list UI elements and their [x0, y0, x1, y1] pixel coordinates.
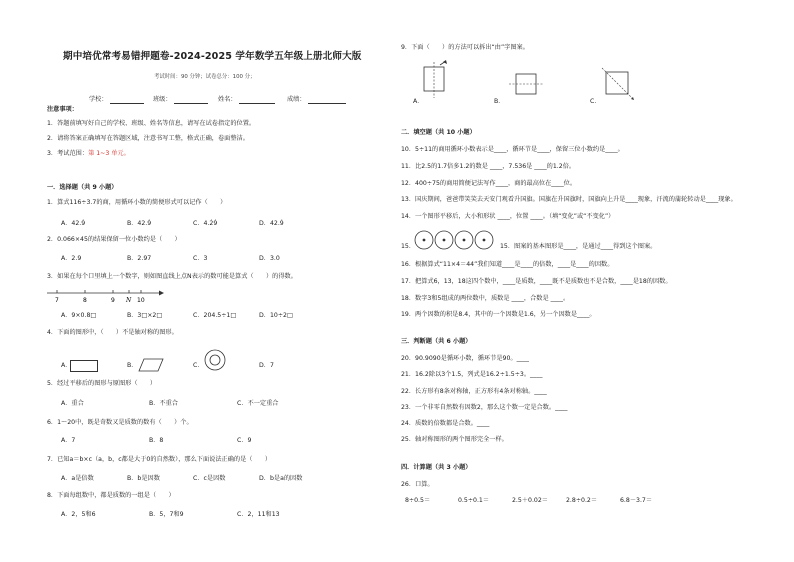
q1-stem: 1．算式116÷3.7的商，用循环小数的简便形式可以记作（ ）: [47, 199, 227, 206]
q7-option-b[interactable]: B．b是因数: [127, 475, 160, 482]
student-info-school: [89, 96, 144, 104]
q10: 10．5÷11的商用循环小数表示是____，循环节是____，保留三位小数约是____。: [401, 146, 624, 153]
note-1: 1．答题前填写好自己的学校、班级、姓名等信息，请写在试卷指定的位置。: [47, 120, 256, 127]
q16: 16．根据算式“11×4＝44”我们知道____是____的倍数，____是____的因数。: [401, 261, 614, 268]
q7-option-d[interactable]: D．b是a的因数: [259, 475, 303, 482]
q8-option-b[interactable]: B．5，7和9: [149, 511, 184, 518]
tick-label-n: N: [126, 297, 132, 304]
school-label: 学校：: [89, 96, 108, 103]
q1-option-a[interactable]: A．42.9̇: [61, 220, 86, 227]
q18: 18．数字3和5组成的两位数中，质数是 ____，合数是 ____。: [401, 295, 570, 302]
fold-figure-b: [508, 72, 544, 96]
q9-option-a[interactable]: A．: [413, 98, 424, 105]
q3-option-d[interactable]: D．10÷2□: [259, 312, 293, 319]
q2-option-d[interactable]: D．3.0: [259, 255, 280, 262]
q1-option-b[interactable]: B．42.9̇: [127, 220, 152, 227]
q2-option-c[interactable]: C．3: [193, 255, 208, 262]
calc-3: 2.5＋0.02＝: [512, 497, 548, 504]
q19: 19．两个因数的积是8.4，其中的一个因数是1.6，另一个因数是____。: [401, 311, 596, 318]
calc-4: 2.8÷0.2＝: [566, 497, 598, 504]
class-label: 班级：: [153, 96, 172, 103]
q7-option-a[interactable]: A．a是倍数: [61, 475, 94, 482]
name-label: 姓名：: [218, 96, 237, 103]
parallelogram-shape: [138, 358, 164, 372]
score-blank[interactable]: [308, 97, 346, 104]
q12: 12．400÷75的商用简便记法写作____，商的最高位在____位。: [401, 180, 577, 187]
school-blank[interactable]: [110, 97, 144, 104]
calc-5: 6.8－3.7＝: [620, 497, 653, 504]
q5-option-a[interactable]: A．重合: [61, 400, 84, 407]
q6-option-c[interactable]: C．9: [237, 437, 252, 444]
student-info-score: [287, 96, 346, 104]
q17: 17．把算式6，13，18这四个数中，____是质数，____既不是质数也不是合数，____是18的因数。: [401, 278, 672, 285]
q7-stem: 7．已知a＝b×c（a，b，c都是大于0的自然数），那么下面说法正确的是（ ）: [47, 456, 272, 463]
q15-text: 15．图案的基本图形是____，是通过____得到这个图案。: [500, 243, 657, 250]
q8-stem: 8．下面每组数中，都是质数的一组是（ ）: [47, 492, 175, 499]
page-title: 期中培优常考易错押题卷-2024-2025 学年数学五年级上册北师大版: [63, 51, 362, 62]
student-info-class: [153, 96, 208, 104]
q23: 23．一个非零自然数有因数2，那么这个数一定是合数。____: [401, 404, 568, 411]
q9-stem: 9．下面（ ）的方法可以拆出“由”字图案。: [401, 44, 529, 51]
q5-option-b[interactable]: B．不重合: [149, 400, 178, 407]
q4-option-d[interactable]: D．7: [259, 362, 274, 369]
tick-label-8: 8: [83, 297, 87, 304]
q1-option-c[interactable]: C．4.2̇9̇: [193, 220, 218, 227]
q14: 14．一个图形平移后，大小和形状 ____，位置 ____。（填“变化”或“不变化”）: [401, 213, 615, 220]
q2-option-b[interactable]: B．2.97: [127, 255, 152, 262]
q25: 25．轴对称图形的两个图形完全一样。: [401, 436, 508, 443]
section4-heading: 四．计算题（共 3 小题）: [401, 464, 472, 471]
notes-heading: 注意事项：: [47, 106, 78, 113]
q15-number: 15．: [401, 243, 416, 250]
q5-stem: 5．经过平移后的图形与原图形（ ）: [47, 380, 157, 387]
q4-option-c[interactable]: C．: [193, 362, 204, 369]
q2-option-a[interactable]: A．2.9: [61, 255, 82, 262]
note-3-scope: 第 1~3 单元。: [88, 150, 130, 157]
fold-figure-c: [598, 68, 638, 104]
q22: 22．长方形有8条对称轴，正方形有4条对称轴。____: [401, 388, 547, 395]
q5-option-c[interactable]: C．不一定重合: [237, 400, 279, 407]
exam-meta: 考试时间：90 分钟；试卷总分：100 分；: [154, 74, 256, 80]
note-3: [47, 150, 130, 158]
q11: 11．比2.5的1.7倍多1.2的数是 ____，7.536是 ____的1.2倍。: [401, 163, 576, 170]
tick-label-7: 7: [55, 297, 59, 304]
q1-option-d[interactable]: D．42.9̇: [259, 220, 284, 227]
q3-option-b[interactable]: B．3□×2□: [127, 312, 163, 319]
q24: 24．质数的倍数都是合数。____: [401, 420, 490, 427]
q26: 26．口算。: [401, 481, 434, 488]
tick-label-10: 10: [137, 297, 145, 304]
rectangle-shape: [70, 360, 98, 372]
q9-option-b[interactable]: B．: [494, 98, 505, 105]
q3-stem: 3．如果在每个口里填上一个数字，则如图直线上点N表示的数可能是算式（ ）的得数。: [47, 273, 297, 280]
q4-option-a[interactable]: A．: [61, 362, 72, 369]
note-3-prefix: 3．考试范围：: [47, 150, 89, 157]
q7-option-c[interactable]: C．c是因数: [193, 475, 226, 482]
q13: 13．国庆期间，爸爸带笑笑去天安门观看升国旗。国旗在升国旗时，国旗向上升是____现象，汗流的蒲轮转动是____现象。: [401, 196, 737, 203]
q4-stem: 4．下面的图形中，（ ）不是轴对称的图形。: [47, 329, 178, 336]
note-2: 2．请将答案正确填写在答题区域，注意书写工整，格式正确，卷面整洁。: [47, 135, 249, 142]
name-blank[interactable]: [239, 97, 275, 104]
q15-circle-pattern: [414, 229, 498, 251]
q20: 20．90.9090是循环小数，循环节是90。____: [401, 355, 529, 362]
q6-option-a[interactable]: A．7: [61, 437, 76, 444]
section3-heading: 三．判断题（共 6 小题）: [401, 338, 472, 345]
q6-option-b[interactable]: B．8: [149, 437, 164, 444]
student-info-name: [218, 96, 275, 104]
concentric-circles-shape: [204, 349, 226, 371]
class-blank[interactable]: [174, 97, 208, 104]
calc-2: 0.5÷0.1＝: [458, 497, 490, 504]
q8-option-c[interactable]: C．2，11和13: [237, 511, 280, 518]
calc-1: 8÷0.5＝: [405, 497, 431, 504]
section1-heading: 一．选择题（共 9 小题）: [47, 184, 118, 191]
q2-stem: 2．0.066×45的结果保留一位小数约是（ ）: [47, 236, 181, 243]
q8-option-a[interactable]: A．2，5和6: [61, 511, 96, 518]
q9-option-c[interactable]: C．: [590, 98, 601, 105]
q21: 21．16.2除以3个1.5，列式是16.2÷1.5÷3。____: [401, 371, 543, 378]
q6-stem: 6．1～20中，既是奇数又是质数的数有（ ）个。: [47, 419, 193, 426]
score-label: 成绩：: [287, 96, 306, 103]
number-line: [47, 287, 167, 307]
section2-heading: 二．填空题（共 10 小题）: [401, 129, 476, 136]
tick-label-9: 9: [111, 297, 115, 304]
fold-figure-a: [420, 60, 450, 100]
q3-option-c[interactable]: C．204.5÷1□: [193, 312, 237, 319]
q4-option-b[interactable]: B．: [127, 362, 138, 369]
q3-option-a[interactable]: A．9×0.8□: [61, 312, 97, 319]
